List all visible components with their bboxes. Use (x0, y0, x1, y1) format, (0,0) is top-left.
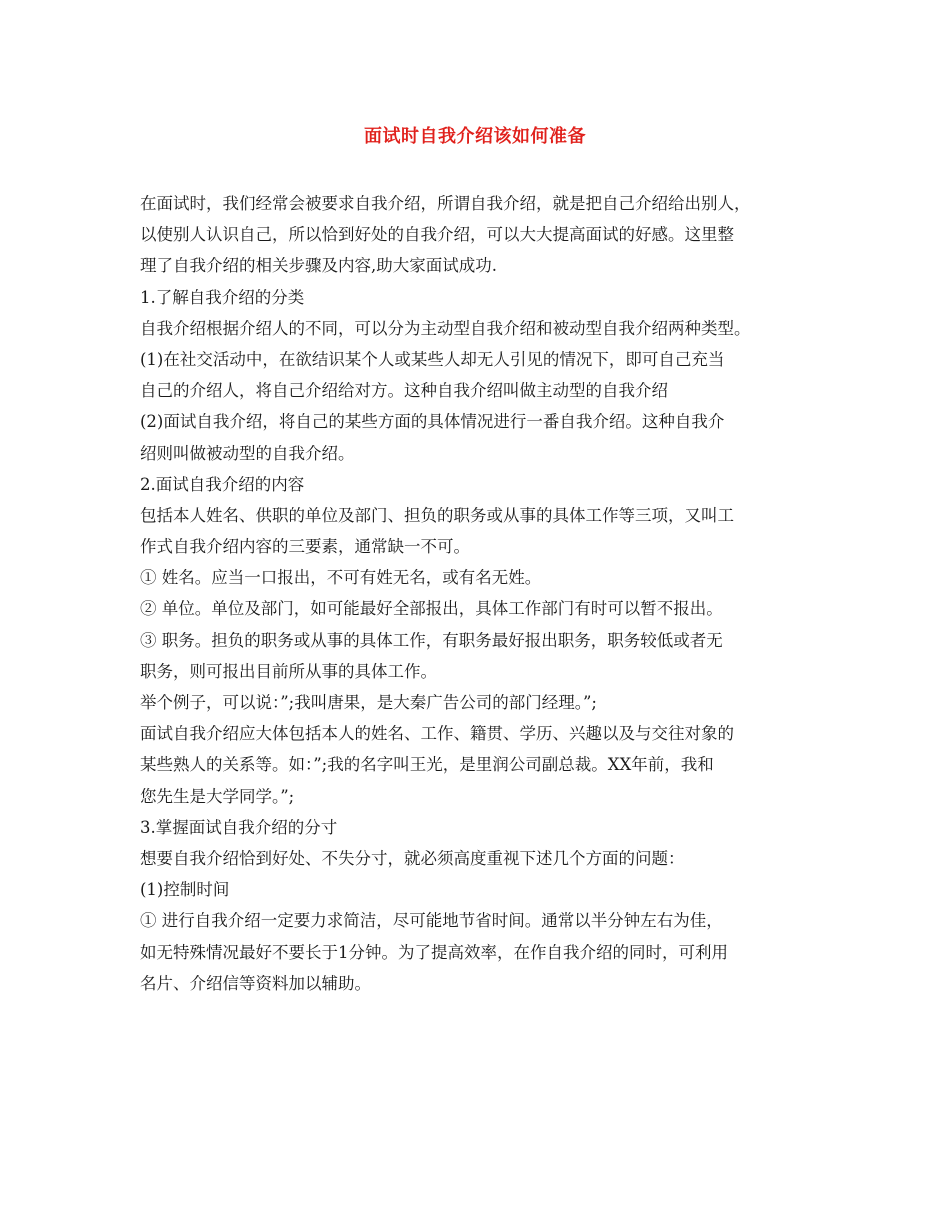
section-heading: 3.掌握面试自我介绍的分寸 (140, 817, 338, 837)
body-line: 绍则叫做被动型的自我介绍。 (140, 443, 355, 463)
body-line: 面试自我介绍应大体包括本人的姓名、工作、籍贯、学历、兴趣以及与交往对象的 (140, 724, 734, 744)
list-item: ② 单位。单位及部门，如可能最好全部报出，具体工作部门有时可以暂不报出。 (140, 599, 723, 619)
body-line: 自己的介绍人，将自己介绍给对方。这种自我介绍叫做主动型的自我介绍 (140, 381, 668, 401)
body-line: 作式自我介绍内容的三要素，通常缺一不可。 (140, 537, 470, 557)
body-line: 某些熟人的关系等。如：”;我的名字叫王光，是里润公司副总裁。XX年前，我和 (140, 755, 714, 775)
body-line: (1)在社交活动中，在欲结识某个人或某些人却无人引见的情况下，即可自己充当 (140, 349, 725, 369)
body-line: 您先生是大学同学。”; (140, 786, 295, 806)
section-heading: 2.面试自我介绍的内容 (140, 474, 305, 494)
body-line: 如无特殊情况最好不要长于1分钟。为了提高效率，在作自我介绍的同时，可利用 (140, 942, 728, 962)
body-line: 想要自我介绍恰到好处、不失分寸，就必须高度重视下述几个方面的问题： (140, 848, 685, 868)
body-line: 在面试时，我们经常会被要求自我介绍，所谓自我介绍，就是把自己介绍给出别人， (140, 194, 751, 213)
list-item: ③ 职务。担负的职务或从事的具体工作，有职务最好报出职务，职务较低或者无 (140, 630, 723, 650)
list-item: ① 姓名。应当一口报出，不可有姓无名，或有名无姓。 (140, 568, 542, 588)
body-line: 包括本人姓名、供职的单位及部门、担负的职务或从事的具体工作等三项，又叫工 (140, 505, 734, 525)
body-line: 名片、介绍信等资料加以辅助。 (140, 973, 371, 993)
body-line: 以使别人认识自己，所以恰到好处的自我介绍，可以大大提高面试的好感。这里整 (140, 225, 734, 245)
list-item: ① 进行自我介绍一定要力求简洁，尽可能地节省时间。通常以半分钟左右为佳， (140, 911, 723, 931)
document-body (140, 188, 816, 999)
body-line: 自我介绍根据介绍人的不同，可以分为主动型自我介绍和被动型自我介绍两种类型。 (140, 318, 751, 338)
document-title: 面试时自我介绍该如何准备 (364, 126, 586, 147)
subsection-heading: (1)控制时间 (140, 880, 230, 900)
body-line: 职务，则可报出目前所从事的具体工作。 (140, 661, 437, 681)
body-line: 举个例子，可以说：”;我叫唐果，是大秦广告公司的部门经理。”; (140, 693, 597, 712)
section-heading: 1.了解自我介绍的分类 (140, 287, 305, 307)
body-line: (2)面试自我介绍，将自己的某些方面的具体情况进行一番自我介绍。这种自我介 (140, 412, 725, 432)
body-line: 理了自我介绍的相关步骤及内容,助大家面试成功. (140, 256, 497, 276)
